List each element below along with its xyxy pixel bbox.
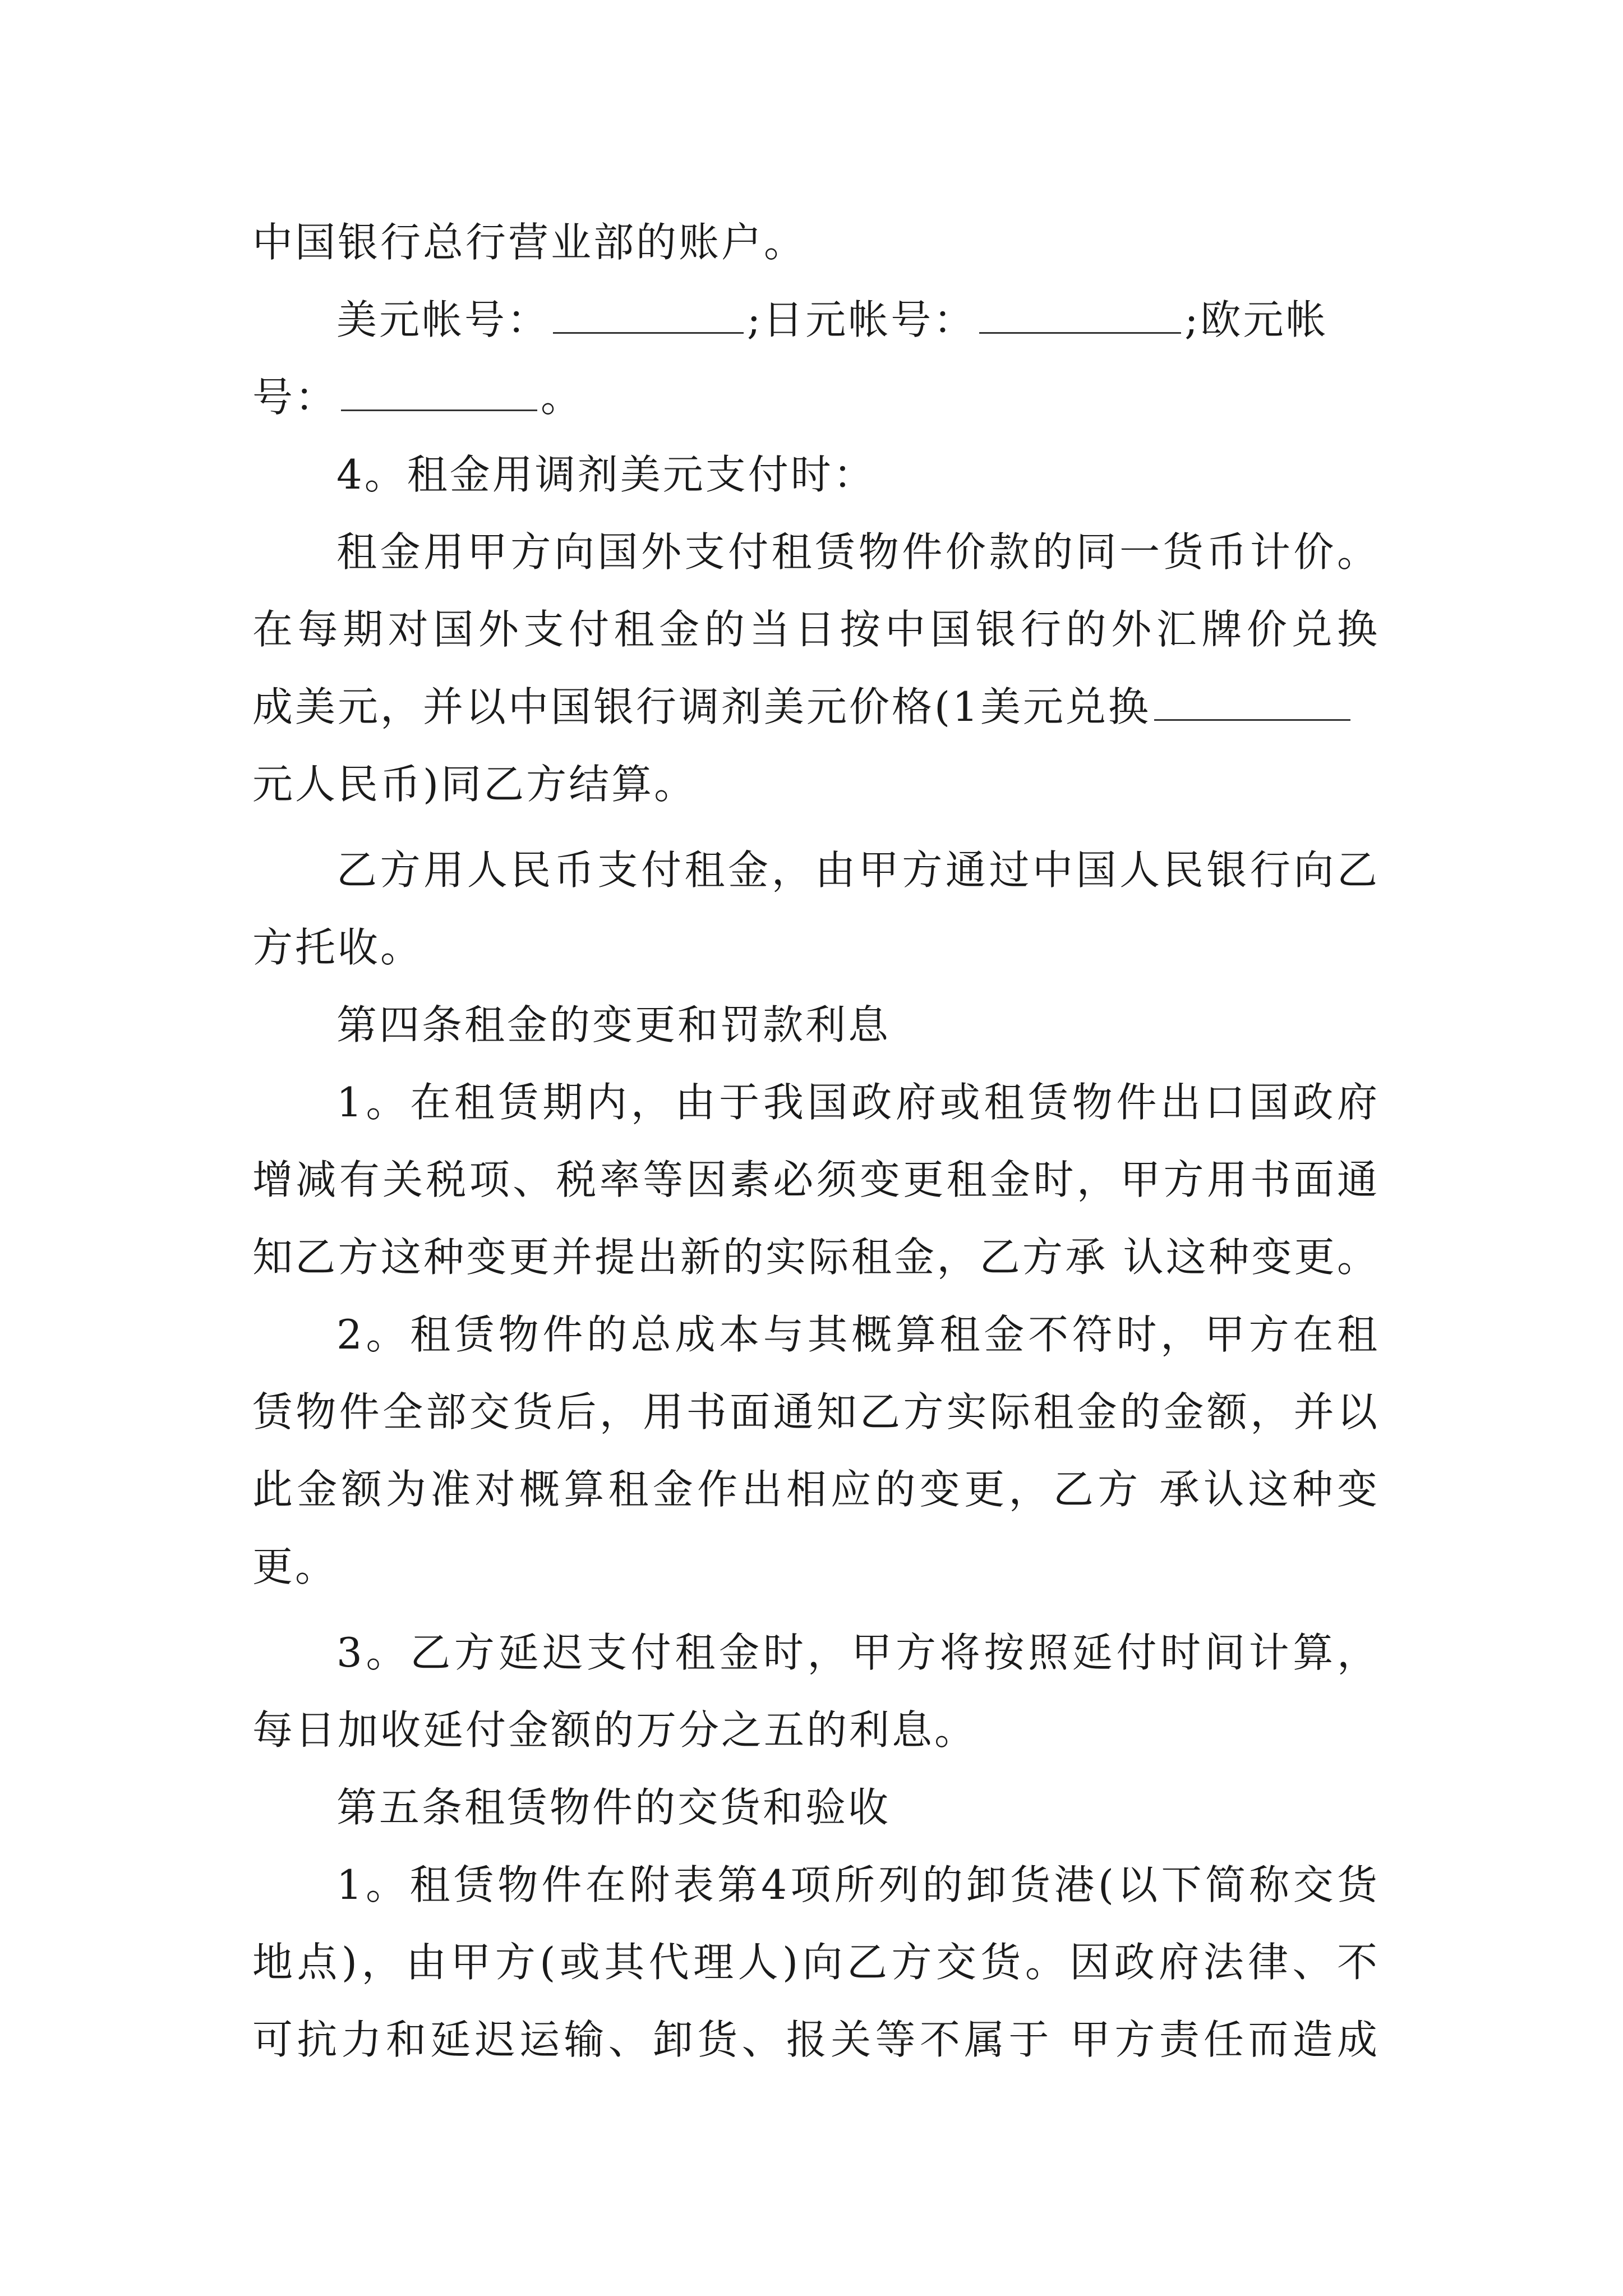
text-line [252,2009,1380,2070]
line-text: 4。租金用调剂美元支付时： [336,451,876,498]
line-text: 第四条租金的变更和罚款利息 [336,1001,891,1048]
usd-account-label: 美元帐号： [336,296,550,343]
line-text: 3。乙方延迟支付租金时，甲方将按照延付时间计算， [336,1629,1380,1676]
text-line [252,1931,1380,1993]
usd-account-blank [553,298,744,334]
text-line [336,1304,1380,1365]
line-text: 1。租赁物件在附表第4项所列的卸货港(以下简称交货 [336,1861,1380,1908]
line-text: 每日加收延付金额的万分之五的利息。 [252,1706,978,1754]
eur-account-label-cont: 号： [252,374,338,421]
line-text: 1。在租赁期内，由于我国政府或租赁物件出口国政府 [336,1079,1380,1126]
line-text: 此金额为准对概算租金作出相应的变更，乙方 承认这种变 [252,1466,1380,1513]
text-line [252,753,1380,815]
section-heading [336,1777,1380,1838]
eur-account-label: ;欧元帐 [1184,296,1329,343]
text-line [252,1149,1380,1211]
line-text: 中国银行总行营业部的账户。 [252,219,807,266]
text-line [336,521,1380,583]
line-text: 知乙方这种变更并提出新的实际租金，乙方承 认这种变更。 [252,1234,1380,1281]
line-text: 元人民币)同乙方结算。 [252,761,697,808]
text-line [252,1536,1380,1598]
jpy-account-label: ;日元帐号： [747,296,976,343]
exchange-rate-line [252,676,1380,738]
line-text: 增减有关税项、税率等因素必须变更租金时，甲方用书面通 [252,1156,1380,1203]
text-line [336,444,1380,505]
account-numbers-line [336,289,1380,351]
text-line [252,1226,1380,1288]
line-text: 地点)，由甲方(或其代理人)向乙方交货。因政府法律、不 [252,1939,1380,1986]
line-text: 成美元，并以中国银行调剂美元价格(1美元兑换 [252,683,1151,730]
section-heading [336,994,1380,1056]
line-text: 方托收。 [252,924,423,971]
line-text: 乙方用人民币支付租金，由甲方通过中国人民银行向乙 [336,846,1380,894]
eur-account-blank [341,376,537,411]
line-text: 2。租赁物件的总成本与其概算租金不符时，甲方在租 [336,1311,1380,1358]
line-text: 更。 [252,1543,338,1590]
period-mark: 。 [541,374,584,421]
text-line [252,1381,1380,1443]
line-text: 在每期对国外支付租金的当日按中国银行的外汇牌价兑换 [252,606,1380,653]
line-text: 赁物件全部交货后，用书面通知乙方实际租金的金额，并以 [252,1388,1380,1435]
text-line [252,1699,1380,1761]
line-text: 可抗力和延迟运输、卸货、报关等不属于 甲方责任而造成 [252,2016,1380,2063]
account-numbers-line-cont [252,366,1380,428]
text-line [336,1622,1380,1683]
text-line [336,1854,1380,1916]
exchange-rate-blank [1154,685,1350,721]
text-line [252,917,1380,978]
text-line [252,211,1380,273]
jpy-account-blank [979,298,1181,334]
text-line [336,1071,1380,1133]
line-text: 第五条租赁物件的交货和验收 [336,1784,891,1831]
text-line [252,599,1380,660]
text-line [252,1458,1380,1520]
line-text: 租金用甲方向国外支付租赁物件价款的同一货币计价。 [336,528,1380,576]
text-line [336,839,1380,901]
